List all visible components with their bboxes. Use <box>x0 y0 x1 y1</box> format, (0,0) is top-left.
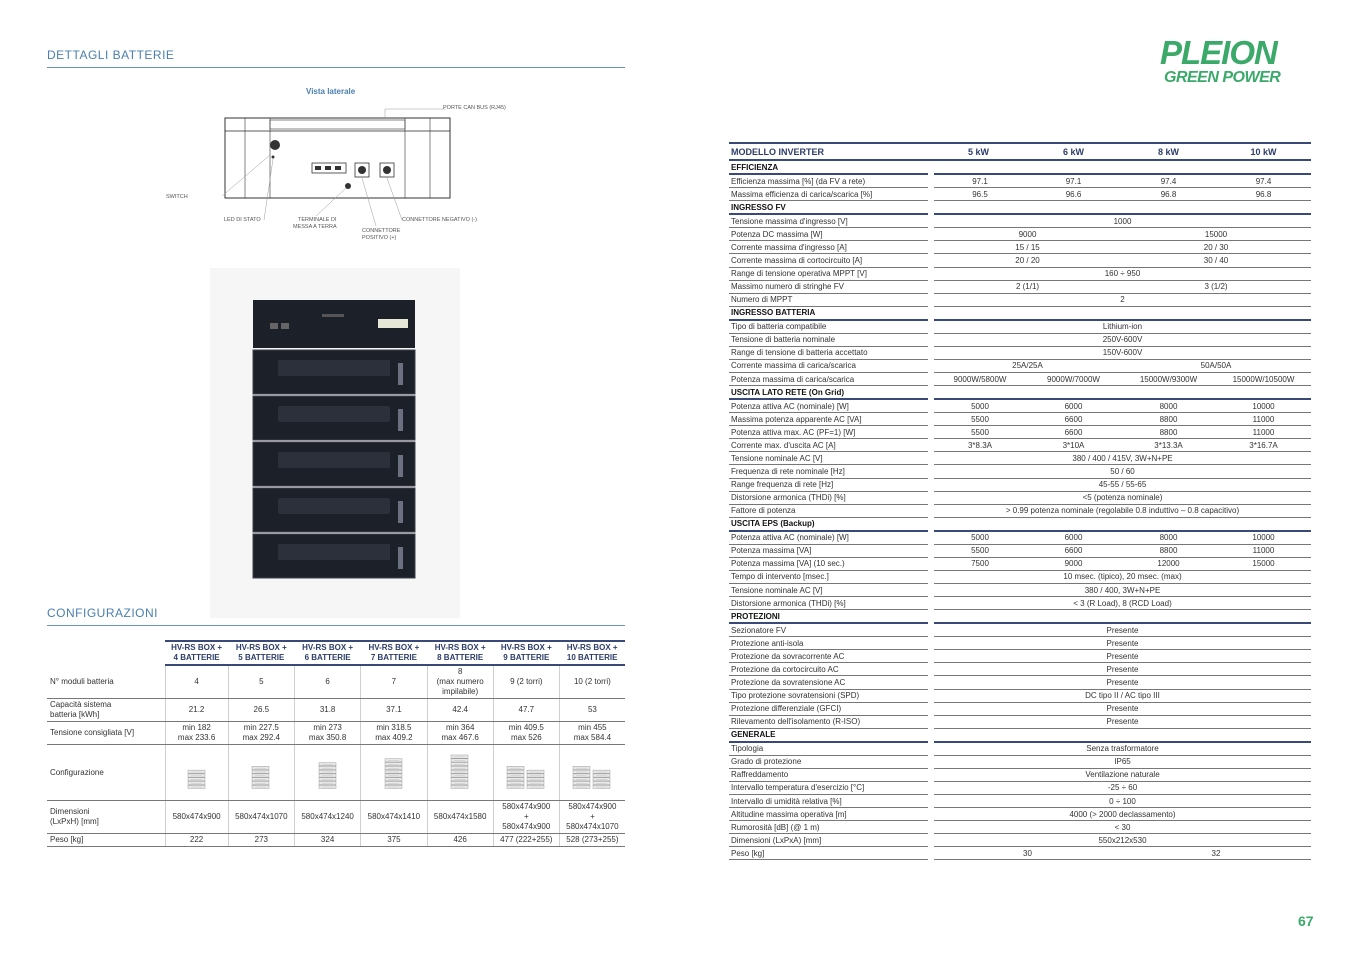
config-cell: min 182 max 233.6 <box>165 722 228 745</box>
spec-row <box>729 755 1311 768</box>
pleion-logo <box>1160 34 1320 93</box>
spec-row-label: Tempo di intervento [msec.] <box>729 570 931 583</box>
spec-row <box>729 413 1311 426</box>
spec-row-label: Corrente max. d'uscita AC [A] <box>729 439 931 452</box>
config-row-label: Capacità sistema batteria [kWh] <box>47 699 165 722</box>
spec-value-cell: 8800 <box>1121 544 1216 557</box>
config-cell: 580x474x900 <box>165 801 228 834</box>
spec-row <box>729 426 1311 439</box>
spec-section-row <box>729 306 1311 320</box>
spec-row-label: Massima efficienza di carica/scarica [%] <box>729 188 931 201</box>
spec-value-cell: 32 <box>1121 847 1311 860</box>
config-row-tensione <box>47 722 625 745</box>
spec-value-cell: Presente <box>931 702 1311 715</box>
spec-value-cell: Presente <box>931 623 1311 637</box>
spec-value-cell: 5500 <box>931 426 1026 439</box>
config-cell: 580x474x900 + 580x474x900 <box>493 801 559 834</box>
spec-header-8kw: 8 kW <box>1121 143 1216 160</box>
spec-row <box>729 742 1311 756</box>
spec-value-cell: < 3 (R Load), 8 (RCD Load) <box>931 597 1311 610</box>
config-cell: 580x474x900 + 580x474x1070 <box>559 801 625 834</box>
spec-value-cell: 550x212x530 <box>931 834 1311 847</box>
config-cell: 7 <box>361 665 427 699</box>
config-cell: 37.1 <box>361 699 427 722</box>
label-led-stato: LED DI STATO <box>224 217 261 223</box>
spec-row-label: Grado di protezione <box>729 755 931 768</box>
config-cell: min 455 max 584.4 <box>559 722 625 745</box>
spec-value-cell: 160 ÷ 950 <box>931 267 1311 280</box>
page-number: 67 <box>1298 913 1314 929</box>
spec-section-row <box>729 201 1311 215</box>
config-row-configurazione <box>47 745 625 801</box>
spec-value-cell: Ventilazione naturale <box>931 768 1311 781</box>
spec-value-cell: 11000 <box>1216 426 1311 439</box>
config-col-header: HV-RS BOX + 5 BATTERIE <box>228 641 294 665</box>
spec-row <box>729 346 1311 359</box>
spec-header-row <box>729 143 1311 160</box>
spec-value-cell: DC tipo II / AC tipo III <box>931 689 1311 702</box>
battery-stack-icon <box>303 751 353 791</box>
spec-row <box>729 267 1311 280</box>
config-cell: 10 (2 torri) <box>559 665 625 699</box>
spec-value-cell: Presente <box>931 663 1311 676</box>
spec-header-model: MODELLO INVERTER <box>729 143 931 160</box>
spec-value-cell: 2 (1/1) <box>931 280 1121 293</box>
config-cell: 273 <box>228 834 294 847</box>
spec-value-cell: 11000 <box>1216 544 1311 557</box>
config-cell: 222 <box>165 834 228 847</box>
label-porte-can: PORTE CAN BUS (RJ45) <box>443 105 506 111</box>
spec-value-cell: 250V-600V <box>931 333 1311 346</box>
spec-row-label: Corrente massima di carica/scarica <box>729 359 931 372</box>
config-stack-cell <box>559 745 625 801</box>
config-row-label: Tensione consigliata [V] <box>47 722 165 745</box>
config-stack-cell <box>493 745 559 801</box>
configurazioni-table <box>47 640 625 847</box>
config-cell: 375 <box>361 834 427 847</box>
spec-row <box>729 174 1311 188</box>
spec-row-label: Range frequenza di rete [Hz] <box>729 478 931 491</box>
config-cell: 580x474x1410 <box>361 801 427 834</box>
spec-value-cell: 12000 <box>1121 557 1216 570</box>
spec-value-cell: 8800 <box>1121 413 1216 426</box>
spec-row <box>729 623 1311 637</box>
spec-row <box>729 637 1311 650</box>
spec-row-label: Intervallo temperatura d'esercizio [°C] <box>729 781 931 794</box>
spec-section-row <box>729 610 1311 624</box>
battery-stack-image <box>210 268 460 618</box>
spec-value-cell: 3*10A <box>1026 439 1121 452</box>
spec-value-cell: 6000 <box>1026 399 1121 413</box>
spec-row-label: Distorsione armonica (THDi) [%] <box>729 597 931 610</box>
spec-value-cell: 11000 <box>1216 413 1311 426</box>
spec-value-cell: 7500 <box>931 557 1026 570</box>
spec-row-label: Corrente massima di cortocircuito [A] <box>729 254 931 267</box>
spec-value-cell: 15000 <box>1216 557 1311 570</box>
spec-value-cell: 96.5 <box>931 188 1026 201</box>
spec-row <box>729 715 1311 728</box>
spec-row-label: Raffreddamento <box>729 768 931 781</box>
spec-value-cell: 6000 <box>1026 531 1121 545</box>
spec-row <box>729 781 1311 794</box>
spec-row-label: Frequenza di rete nominale [Hz] <box>729 465 931 478</box>
spec-section-title: INGRESSO FV <box>729 201 1311 215</box>
spec-value-cell: 3*16.7A <box>1216 439 1311 452</box>
spec-row-label: Potenza massima [VA] (10 sec.) <box>729 557 931 570</box>
config-cell: 31.8 <box>294 699 360 722</box>
spec-value-cell: 25A/25A <box>931 359 1121 372</box>
spec-section-title: PROTEZIONI <box>729 610 1311 624</box>
spec-row <box>729 663 1311 676</box>
section-title-dettagli: DETTAGLI BATTERIE <box>47 48 175 62</box>
spec-header-5kw: 5 kW <box>931 143 1026 160</box>
spec-value-cell: Presente <box>931 676 1311 689</box>
spec-value-cell: -25 ÷ 60 <box>931 781 1311 794</box>
spec-row <box>729 293 1311 306</box>
spec-row-label: Intervallo di umidità relativa [%] <box>729 795 931 808</box>
spec-value-cell: 9000 <box>931 228 1121 241</box>
spec-value-cell: 10000 <box>1216 531 1311 545</box>
spec-value-cell: 96.6 <box>1026 188 1121 201</box>
config-cell: 5 <box>228 665 294 699</box>
spec-row-label: Range di tensione operativa MPPT [V] <box>729 267 931 280</box>
config-cell: min 273 max 350.8 <box>294 722 360 745</box>
config-cell: 528 (273+255) <box>559 834 625 847</box>
spec-value-cell: 30 / 40 <box>1121 254 1311 267</box>
spec-row <box>729 795 1311 808</box>
spec-row <box>729 834 1311 847</box>
label-connettore-pos-1: CONNETTORE <box>362 228 401 234</box>
spec-row <box>729 702 1311 715</box>
spec-section-row <box>729 517 1311 531</box>
spec-row <box>729 359 1311 372</box>
spec-row <box>729 808 1311 821</box>
spec-value-cell: <5 (potenza nominale) <box>931 491 1311 504</box>
spec-value-cell: 4000 (> 2000 declassamento) <box>931 808 1311 821</box>
section-rule <box>47 625 625 626</box>
label-terminale-1: TERMINALE DI <box>298 217 337 223</box>
spec-value-cell: 30 <box>931 847 1121 860</box>
spec-value-cell: 15000W/9300W <box>1121 373 1216 386</box>
battery-stack-icon <box>567 751 617 791</box>
config-row-label: Dimensioni (LxPxH) [mm] <box>47 801 165 834</box>
spec-row <box>729 689 1311 702</box>
spec-row <box>729 280 1311 293</box>
spec-row-label: Tensione massima d'ingresso [V] <box>729 214 931 228</box>
spec-row <box>729 491 1311 504</box>
config-stack-cell <box>427 745 493 801</box>
spec-row <box>729 544 1311 557</box>
spec-value-cell: 0 ÷ 100 <box>931 795 1311 808</box>
section-rule <box>47 67 625 68</box>
spec-value-cell: Senza trasformatore <box>931 742 1311 756</box>
spec-value-cell: 8000 <box>1121 399 1216 413</box>
spec-value-cell: 380 / 400 / 415V, 3W+N+PE <box>931 452 1311 465</box>
spec-value-cell: 10000 <box>1216 399 1311 413</box>
spec-value-cell: 15000W/10500W <box>1216 373 1311 386</box>
spec-value-cell: 45-55 / 55-65 <box>931 478 1311 491</box>
spec-value-cell: 9000W/5800W <box>931 373 1026 386</box>
spec-value-cell: 6600 <box>1026 426 1121 439</box>
spec-value-cell: 5000 <box>931 399 1026 413</box>
spec-row-label: Protezione anti-isola <box>729 637 931 650</box>
spec-row <box>729 847 1311 860</box>
battery-stack-icon <box>501 751 551 791</box>
spec-row <box>729 254 1311 267</box>
spec-row-label: Potenza attiva AC (nominale) [W] <box>729 399 931 413</box>
spec-row <box>729 570 1311 583</box>
spec-row-label: Tensione nominale AC [V] <box>729 452 931 465</box>
spec-row <box>729 188 1311 201</box>
config-row-label: Configurazione <box>47 745 165 801</box>
spec-row-label: Potenza massima [VA] <box>729 544 931 557</box>
spec-row-label: Potenza DC massima [W] <box>729 228 931 241</box>
config-stack-cell <box>294 745 360 801</box>
inverter-spec-table <box>729 142 1311 860</box>
spec-section-row <box>729 386 1311 400</box>
config-col-header: HV-RS BOX + 6 BATTERIE <box>294 641 360 665</box>
spec-row <box>729 768 1311 781</box>
spec-row-label: Potenza attiva max. AC (PF=1) [W] <box>729 426 931 439</box>
config-stack-cell <box>165 745 228 801</box>
spec-row <box>729 676 1311 689</box>
spec-value-cell: 97.1 <box>1026 174 1121 188</box>
spec-row <box>729 320 1311 334</box>
spec-value-cell: 1000 <box>931 214 1311 228</box>
config-cell: 580x474x1580 <box>427 801 493 834</box>
spec-value-cell: 2 <box>931 293 1311 306</box>
spec-value-cell: Presente <box>931 715 1311 728</box>
spec-row-label: Rumorosità [dB] (@ 1 m) <box>729 821 931 834</box>
spec-value-cell: 50 / 60 <box>931 465 1311 478</box>
spec-section-title: INGRESSO BATTERIA <box>729 306 1311 320</box>
config-cell: 426 <box>427 834 493 847</box>
config-row-label: N° moduli batteria <box>47 665 165 699</box>
spec-row-label: Tensione di batteria nominale <box>729 333 931 346</box>
spec-value-cell: 3 (1/2) <box>1121 280 1311 293</box>
battery-stack-icon <box>369 751 419 791</box>
config-stack-cell <box>228 745 294 801</box>
spec-row-label: Potenza attiva AC (nominale) [W] <box>729 531 931 545</box>
spec-row-label: Tipo di batteria compatibile <box>729 320 931 334</box>
spec-row <box>729 452 1311 465</box>
spec-value-cell: 15000 <box>1121 228 1311 241</box>
spec-row-label: Altitudine massima operativa [m] <box>729 808 931 821</box>
spec-value-cell: 6600 <box>1026 544 1121 557</box>
config-cell: 21.2 <box>165 699 228 722</box>
spec-value-cell: 3*8.3A <box>931 439 1026 452</box>
spec-value-cell: 6600 <box>1026 413 1121 426</box>
label-switch: SWITCH <box>166 194 188 200</box>
spec-value-cell: 380 / 400, 3W+N+PE <box>931 584 1311 597</box>
label-terminale-2: MESSA A TERRA <box>293 224 337 230</box>
spec-row-label: Tensione nominale AC [V] <box>729 584 931 597</box>
spec-section-title: USCITA LATO RETE (On Grid) <box>729 386 1311 400</box>
spec-value-cell: 9000W/7000W <box>1026 373 1121 386</box>
spec-value-cell: 96.8 <box>1216 188 1311 201</box>
spec-row-label: Peso [kg] <box>729 847 931 860</box>
spec-row <box>729 650 1311 663</box>
spec-value-cell: 97.4 <box>1216 174 1311 188</box>
config-cell: 26.5 <box>228 699 294 722</box>
spec-header-10kw: 10 kW <box>1216 143 1311 160</box>
spec-value-cell: 97.1 <box>931 174 1026 188</box>
spec-row-label: Fattore di potenza <box>729 504 931 517</box>
spec-row <box>729 557 1311 570</box>
spec-row-label: Range di tensione di batteria accettato <box>729 346 931 359</box>
config-cell: 6 <box>294 665 360 699</box>
spec-row <box>729 821 1311 834</box>
spec-row-label: Protezione da cortocircuito AC <box>729 663 931 676</box>
battery-side-view-diagram <box>160 85 520 245</box>
config-cell: 53 <box>559 699 625 722</box>
spec-row-label: Corrente massima d'ingresso [A] <box>729 241 931 254</box>
section-title-configurazioni: CONFIGURAZIONI <box>47 606 158 620</box>
spec-row-label: Dimensioni (LxPxA) [mm] <box>729 834 931 847</box>
spec-section-row <box>729 728 1311 742</box>
spec-value-cell: IP65 <box>931 755 1311 768</box>
config-cell: 324 <box>294 834 360 847</box>
spec-value-cell: Lithium-ion <box>931 320 1311 334</box>
config-cell: min 227.5 max 292.4 <box>228 722 294 745</box>
spec-value-cell: 20 / 30 <box>1121 241 1311 254</box>
spec-row-label: Tipologia <box>729 742 931 756</box>
spec-section-title: EFFICIENZA <box>729 160 1311 174</box>
config-cell: 8 (max numero impilabile) <box>427 665 493 699</box>
spec-row <box>729 333 1311 346</box>
spec-value-cell: 5000 <box>931 531 1026 545</box>
spec-row <box>729 531 1311 545</box>
spec-row-label: Protezione da sovratensione AC <box>729 676 931 689</box>
spec-value-cell: 8800 <box>1121 426 1216 439</box>
label-connettore-neg: CONNETTORE NEGATIVO (-) <box>402 217 477 223</box>
config-cell: min 318.5 max 409.2 <box>361 722 427 745</box>
config-cell: 42.4 <box>427 699 493 722</box>
spec-value-cell: Presente <box>931 650 1311 663</box>
spec-row-label: Efficienza massima [%] (da FV a rete) <box>729 174 931 188</box>
spec-row <box>729 241 1311 254</box>
spec-row <box>729 399 1311 413</box>
config-col-header: HV-RS BOX + 10 BATTERIE <box>559 641 625 665</box>
config-row-label: Peso [kg] <box>47 834 165 847</box>
label-connettore-pos-2: POSITIVO (+) <box>362 235 397 241</box>
spec-row-label: Protezione differenziale (GFCI) <box>729 702 931 715</box>
config-cell: 580x474x1070 <box>228 801 294 834</box>
spec-value-cell: 10 msec. (tipico), 20 msec. (max) <box>931 570 1311 583</box>
spec-value-cell: 9000 <box>1026 557 1121 570</box>
spec-row <box>729 478 1311 491</box>
logo-line2: GREEN POWER <box>1164 69 1281 86</box>
logo-line1: PLEION <box>1160 34 1277 71</box>
config-cell: 477 (222+255) <box>493 834 559 847</box>
spec-value-cell: > 0.99 potenza nominale (regolabile 0.8 induttivo – 0.8 capacitivo) <box>931 504 1311 517</box>
config-stack-cell <box>361 745 427 801</box>
config-col-header: HV-RS BOX + 7 BATTERIE <box>361 641 427 665</box>
config-cell: min 409.5 max 526 <box>493 722 559 745</box>
spec-row-label: Numero di MPPT <box>729 293 931 306</box>
spec-value-cell: 96.8 <box>1121 188 1216 201</box>
battery-stack-icon <box>435 751 485 791</box>
spec-value-cell: 3*13.3A <box>1121 439 1216 452</box>
spec-row <box>729 584 1311 597</box>
spec-row-label: Distorsione armonica (THDi) [%] <box>729 491 931 504</box>
spec-section-title: USCITA EPS (Backup) <box>729 517 1311 531</box>
config-cell: 580x474x1240 <box>294 801 360 834</box>
config-row-peso <box>47 834 625 847</box>
config-col-header: HV-RS BOX + 8 BATTERIE <box>427 641 493 665</box>
config-cell: 47.7 <box>493 699 559 722</box>
spec-value-cell: 15 / 15 <box>931 241 1121 254</box>
spec-header-6kw: 6 kW <box>1026 143 1121 160</box>
spec-row <box>729 504 1311 517</box>
config-cell: min 364 max 467.6 <box>427 722 493 745</box>
battery-stack-icon <box>172 751 222 791</box>
config-header-row <box>47 641 625 665</box>
spec-value-cell: 5500 <box>931 544 1026 557</box>
spec-row-label: Massimo numero di stringhe FV <box>729 280 931 293</box>
spec-value-cell: 20 / 20 <box>931 254 1121 267</box>
spec-value-cell: 50A/50A <box>1121 359 1311 372</box>
config-row-moduli <box>47 665 625 699</box>
config-row-dimensioni <box>47 801 625 834</box>
spec-value-cell: 8000 <box>1121 531 1216 545</box>
spec-row <box>729 465 1311 478</box>
spec-row <box>729 597 1311 610</box>
battery-stack-icon <box>236 751 286 791</box>
spec-row-label: Tipo protezione sovratensioni (SPD) <box>729 689 931 702</box>
config-col-header: HV-RS BOX + 9 BATTERIE <box>493 641 559 665</box>
spec-row <box>729 373 1311 386</box>
config-cell: 9 (2 torri) <box>493 665 559 699</box>
config-row-capacita <box>47 699 625 722</box>
spec-row <box>729 214 1311 228</box>
config-cell: 4 <box>165 665 228 699</box>
spec-value-cell: 5500 <box>931 413 1026 426</box>
spec-row-label: Protezione da sovracorrente AC <box>729 650 931 663</box>
spec-section-row <box>729 160 1311 174</box>
spec-row-label: Rilevamento dell'isolamento (R-ISO) <box>729 715 931 728</box>
spec-row <box>729 228 1311 241</box>
spec-row-label: Potenza massima di carica/scarica <box>729 373 931 386</box>
spec-section-title: GENERALE <box>729 728 1311 742</box>
spec-value-cell: Presente <box>931 637 1311 650</box>
spec-value-cell: < 30 <box>931 821 1311 834</box>
spec-row-label: Massima potenza apparente AC [VA] <box>729 413 931 426</box>
diagram-title: Vista laterale <box>306 87 356 96</box>
spec-value-cell: 97.4 <box>1121 174 1216 188</box>
spec-value-cell: 150V-600V <box>931 346 1311 359</box>
spec-row-label: Sezionatore FV <box>729 623 931 637</box>
spec-row <box>729 439 1311 452</box>
config-col-header: HV-RS BOX + 4 BATTERIE <box>165 641 228 665</box>
